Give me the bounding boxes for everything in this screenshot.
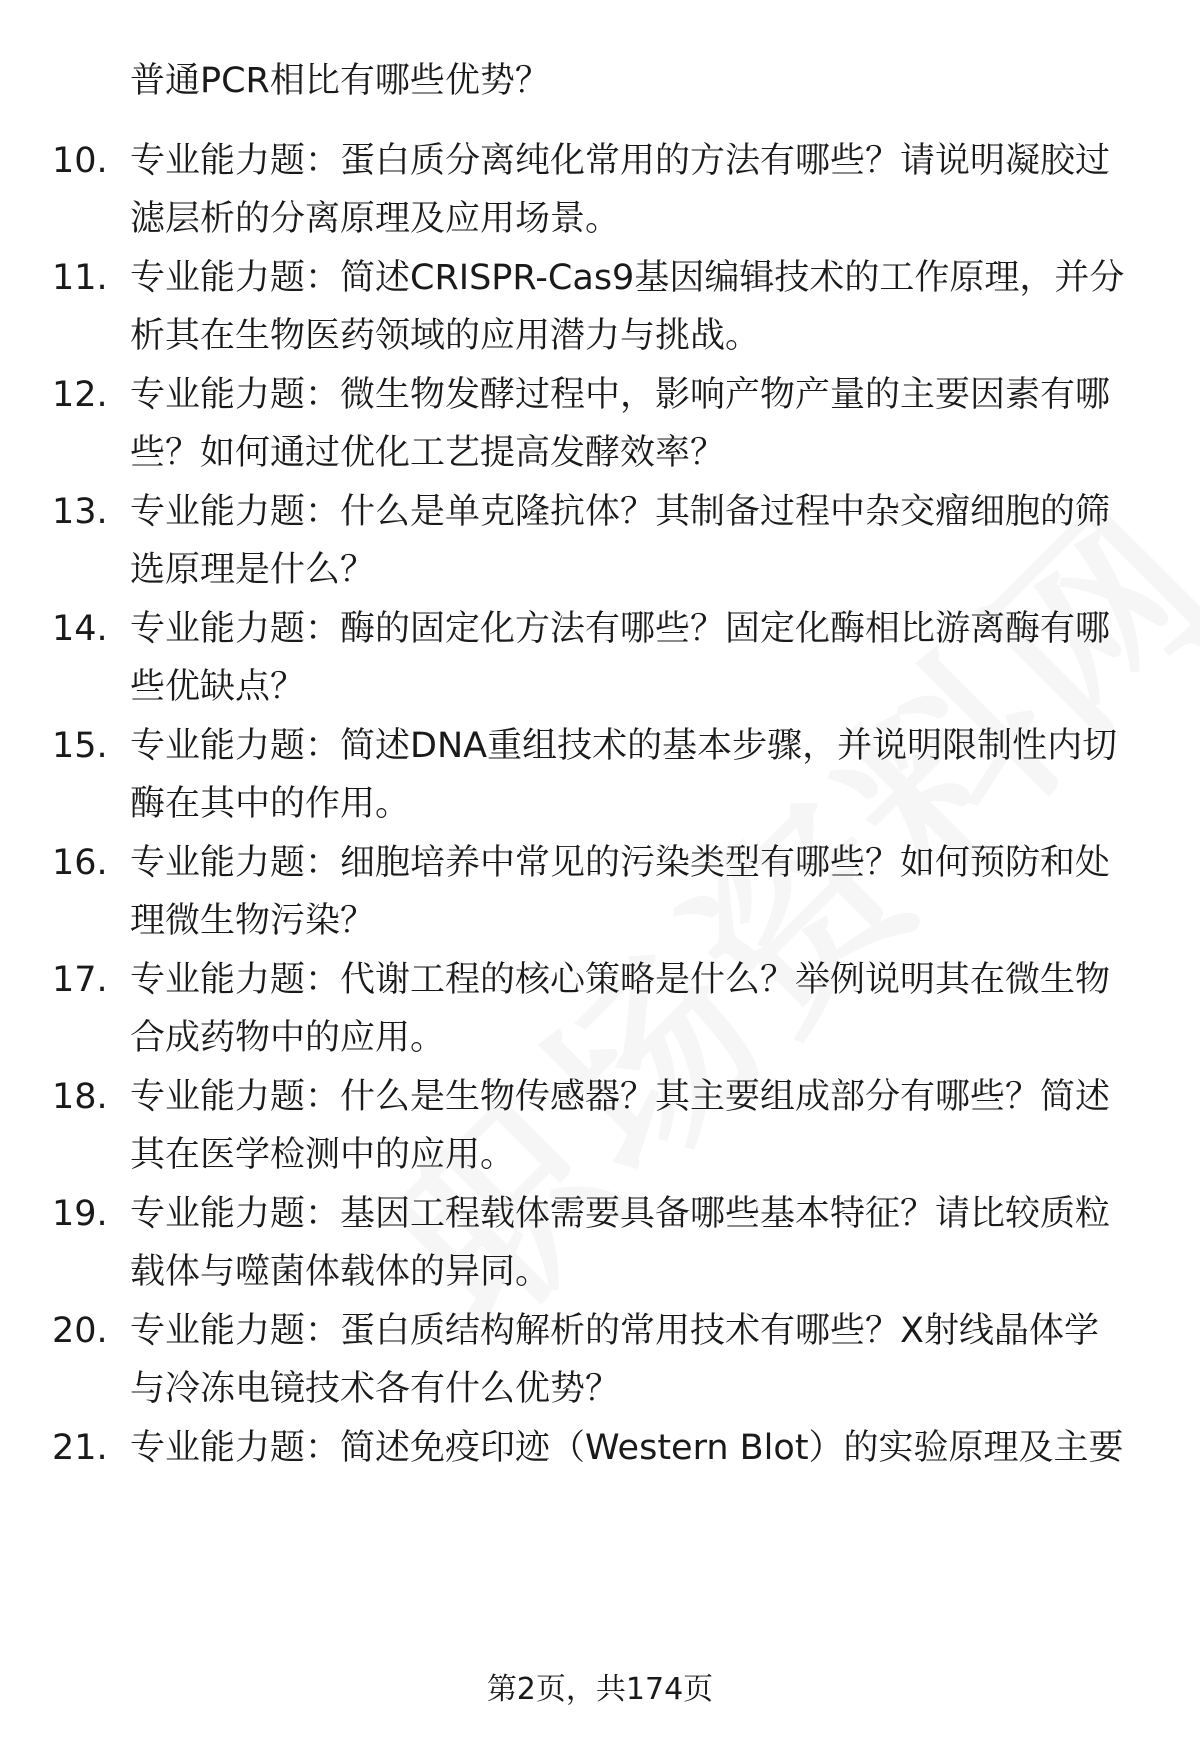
question-line: 专业能力题：简述CRISPR-Cas9基因编辑技术的工作原理，并分 xyxy=(130,258,1125,298)
question-text xyxy=(130,1302,1150,1418)
question-item-11 xyxy=(0,249,1200,369)
question-text xyxy=(130,600,1150,716)
question-item-14 xyxy=(0,600,1200,720)
question-number: 11. xyxy=(52,258,108,298)
question-number: 13. xyxy=(52,492,108,532)
question-line: 专业能力题：简述免疫印迹（Western Blot）的实验原理及主要 xyxy=(130,1428,1124,1468)
question-text xyxy=(130,366,1150,482)
question-line: 专业能力题：代谢工程的核心策略是什么？举例说明其在微生物 xyxy=(130,960,1111,1000)
question-line: 专业能力题：酶的固定化方法有哪些？固定化酶相比游离酶有哪 xyxy=(130,609,1111,649)
question-text xyxy=(130,249,1150,365)
question-item-12 xyxy=(0,366,1200,486)
question-item-10 xyxy=(0,132,1200,252)
question-text xyxy=(130,1419,1150,1477)
question-line: 专业能力题：什么是生物传感器？其主要组成部分有哪些？简述 xyxy=(130,1077,1111,1117)
page-footer: 第2页，共174页 xyxy=(486,1672,714,1707)
question-item-18 xyxy=(0,1068,1200,1188)
question-line: 与冷冻电镜技术各有什么优势？ xyxy=(130,1369,621,1409)
question-number: 10. xyxy=(52,141,108,181)
question-number: 16. xyxy=(52,843,108,883)
question-number: 19. xyxy=(52,1194,108,1234)
question-line: 专业能力题：什么是单克隆抗体？其制备过程中杂交瘤细胞的筛 xyxy=(130,492,1111,532)
question-line: 专业能力题：细胞培养中常见的污染类型有哪些？如何预防和处 xyxy=(130,843,1111,883)
question-line: 合成药物中的应用。 xyxy=(130,1018,446,1058)
question-line: 选原理是什么？ xyxy=(130,550,376,590)
question-item-21 xyxy=(0,1419,1200,1479)
question-line: 滤层析的分离原理及应用场景。 xyxy=(130,199,621,239)
question-item-15 xyxy=(0,717,1200,837)
question-line: 酶在其中的作用。 xyxy=(130,784,411,824)
question-text xyxy=(130,834,1150,950)
question-text xyxy=(130,717,1150,833)
question-text xyxy=(130,951,1150,1067)
question-line: 专业能力题：简述DNA重组技术的基本步骤，并说明限制性内切 xyxy=(130,726,1118,766)
question-line: 专业能力题：蛋白质结构解析的常用技术有哪些？X射线晶体学 xyxy=(130,1311,1099,1351)
question-item-19 xyxy=(0,1185,1200,1305)
question-line: 专业能力题：蛋白质分离纯化常用的方法有哪些？请说明凝胶过 xyxy=(130,141,1111,181)
question-item-13 xyxy=(0,483,1200,603)
question-number: 20. xyxy=(52,1311,108,1351)
question-number: 12. xyxy=(52,375,108,415)
question-number: 17. xyxy=(52,960,108,1000)
question-line: 些优缺点？ xyxy=(130,667,306,707)
question-line: 专业能力题：基因工程载体需要具备哪些基本特征？请比较质粒 xyxy=(130,1194,1111,1234)
question-line: 载体与噬菌体载体的异同。 xyxy=(130,1252,551,1292)
question-line: 析其在生物医药领域的应用潜力与挑战。 xyxy=(130,316,761,356)
question-text xyxy=(130,483,1150,599)
question-line: 专业能力题：微生物发酵过程中，影响产物产量的主要因素有哪 xyxy=(130,375,1111,415)
question-line: 理微生物污染？ xyxy=(130,901,376,941)
question-number: 21. xyxy=(52,1428,108,1468)
question-item-16 xyxy=(0,834,1200,954)
question-line: 其在医学检测中的应用。 xyxy=(130,1135,516,1175)
question-number: 15. xyxy=(52,726,108,766)
question-text xyxy=(130,132,1150,248)
question-number: 18. xyxy=(52,1077,108,1117)
question-text xyxy=(130,1068,1150,1184)
question-text xyxy=(130,1185,1150,1301)
continued-question-text: 普通PCR相比有哪些优势？ xyxy=(130,61,550,101)
question-item-20 xyxy=(0,1302,1200,1422)
question-number: 14. xyxy=(52,609,108,649)
question-item-17 xyxy=(0,951,1200,1071)
question-line: 些？如何通过优化工艺提高发酵效率？ xyxy=(130,433,726,473)
